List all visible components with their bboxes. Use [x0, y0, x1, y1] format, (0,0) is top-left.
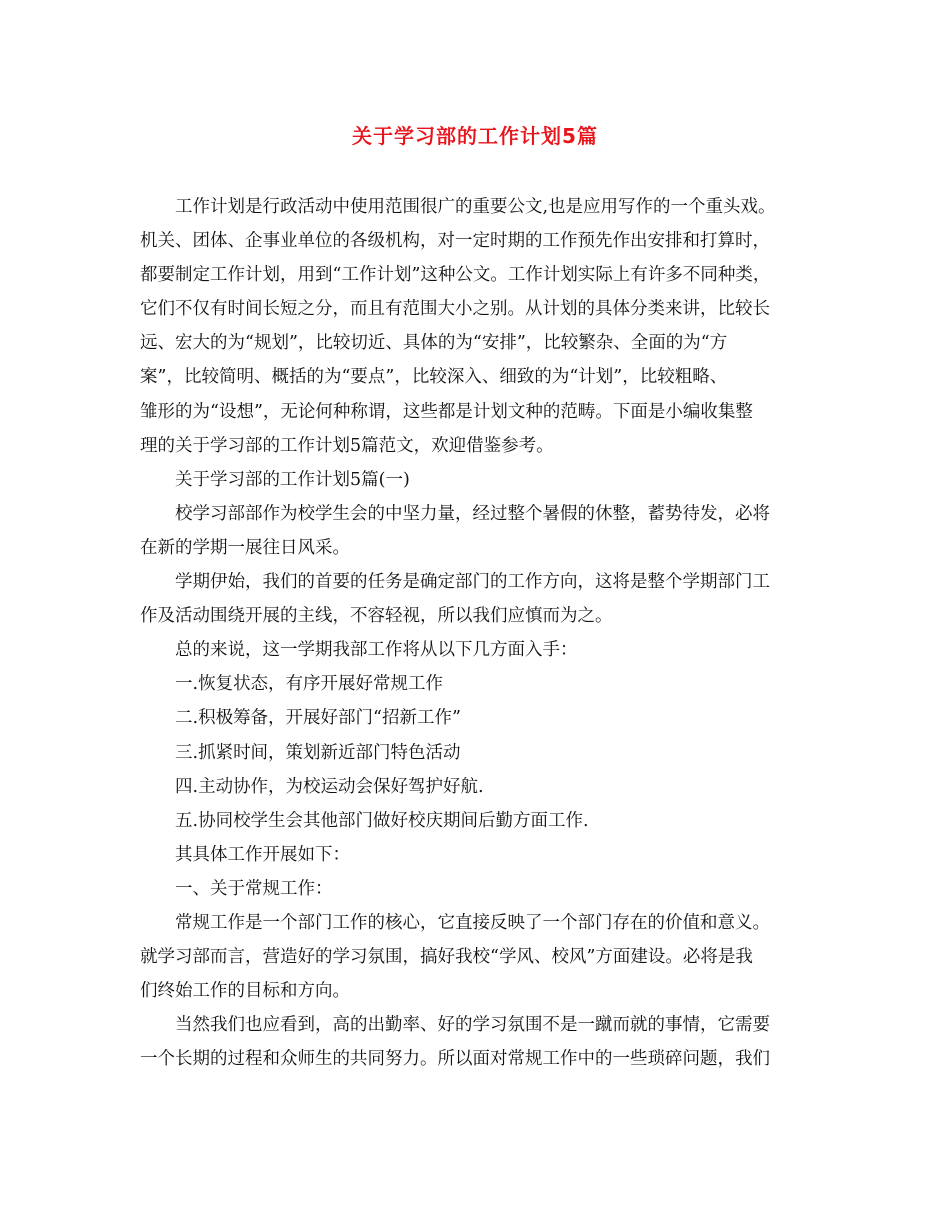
text-line: 远、宏大的为“规划”，比较切近、具体的为“安排”，比较繁杂、全面的为“方 — [140, 333, 728, 354]
text-line: 理的关于学习部的工作计划5篇范文，欢迎借鉴参考。 — [140, 435, 554, 456]
text-line: 总的来说，这一学期我部工作将从以下几方面入手： — [175, 640, 578, 661]
text-line: 工作计划是行政活动中使用范围很广的重要公文,也是应用写作的一个重头戏。 — [175, 197, 776, 217]
text-line: 关于学习部的工作计划5篇(一) — [175, 469, 410, 490]
text-line: 其具体工作开展如下： — [175, 844, 350, 865]
text-line: 机关、团体、企事业单位的各级机构，对一定时期的工作预先作出安排和打算时， — [140, 231, 770, 252]
text-line: 常规工作是一个部门工作的核心，它直接反映了一个部门存在的价值和意义。 — [175, 912, 770, 933]
text-line: 校学习部部作为校学生会的中坚力量，经过整个暑假的休整，蓄势待发，必将 — [175, 503, 770, 524]
text-line: 一、关于常规工作： — [175, 878, 333, 899]
text-line: 二.积极筹备，开展好部门“招新工作” — [175, 708, 461, 729]
text-line: 在新的学期一展往日风采。 — [140, 537, 350, 558]
text-line: 作及活动围绕开展的主线，不容轻视，所以我们应慎而为之。 — [140, 606, 613, 627]
text-line: 们终始工作的目标和方向。 — [140, 981, 350, 1002]
text-line: 一个长期的过程和众师生的共同努力。所以面对常规工作中的一些琐碎问题，我们 — [140, 1049, 770, 1070]
text-line: 一.恢复状态，有序开展好常规工作 — [175, 674, 444, 695]
text-line: 五.协同校学生会其他部门做好校庆期间后勤方面工作. — [175, 810, 589, 831]
text-line: 当然我们也应看到，高的出勤率、好的学习氛围不是一蹴而就的事情，它需要 — [175, 1015, 770, 1036]
text-line: 三.抓紧时间，策划新近部门特色活动 — [175, 742, 461, 763]
text-line: 四.主动协作，为校运动会保好驾护好航. — [175, 776, 484, 797]
text-line: 就学习部而言，营造好的学习氛围，搞好我校“学风、校风”方面建设。必将是我 — [140, 947, 753, 968]
text-line: 案”，比较简明、概括的为“要点”，比较深入、细致的为“计划”，比较粗略、 — [140, 367, 728, 388]
text-line: 雏形的为“设想”，无论何种称谓，这些都是计划文种的范畴。下面是小编收集整 — [140, 401, 753, 422]
text-line: 它们不仅有时间长短之分，而且有范围大小之别。从计划的具体分类来讲，比较长 — [140, 299, 770, 320]
text-line: 学期伊始，我们的首要的任务是确定部门的工作方向，这将是整个学期部门工 — [175, 572, 770, 593]
text-line: 都要制定工作计划，用到“工作计划”这种公文。工作计划实际上有许多不同种类， — [140, 265, 771, 286]
document-title: 关于学习部的工作计划5篇 — [352, 124, 598, 148]
document-body — [140, 190, 820, 1076]
